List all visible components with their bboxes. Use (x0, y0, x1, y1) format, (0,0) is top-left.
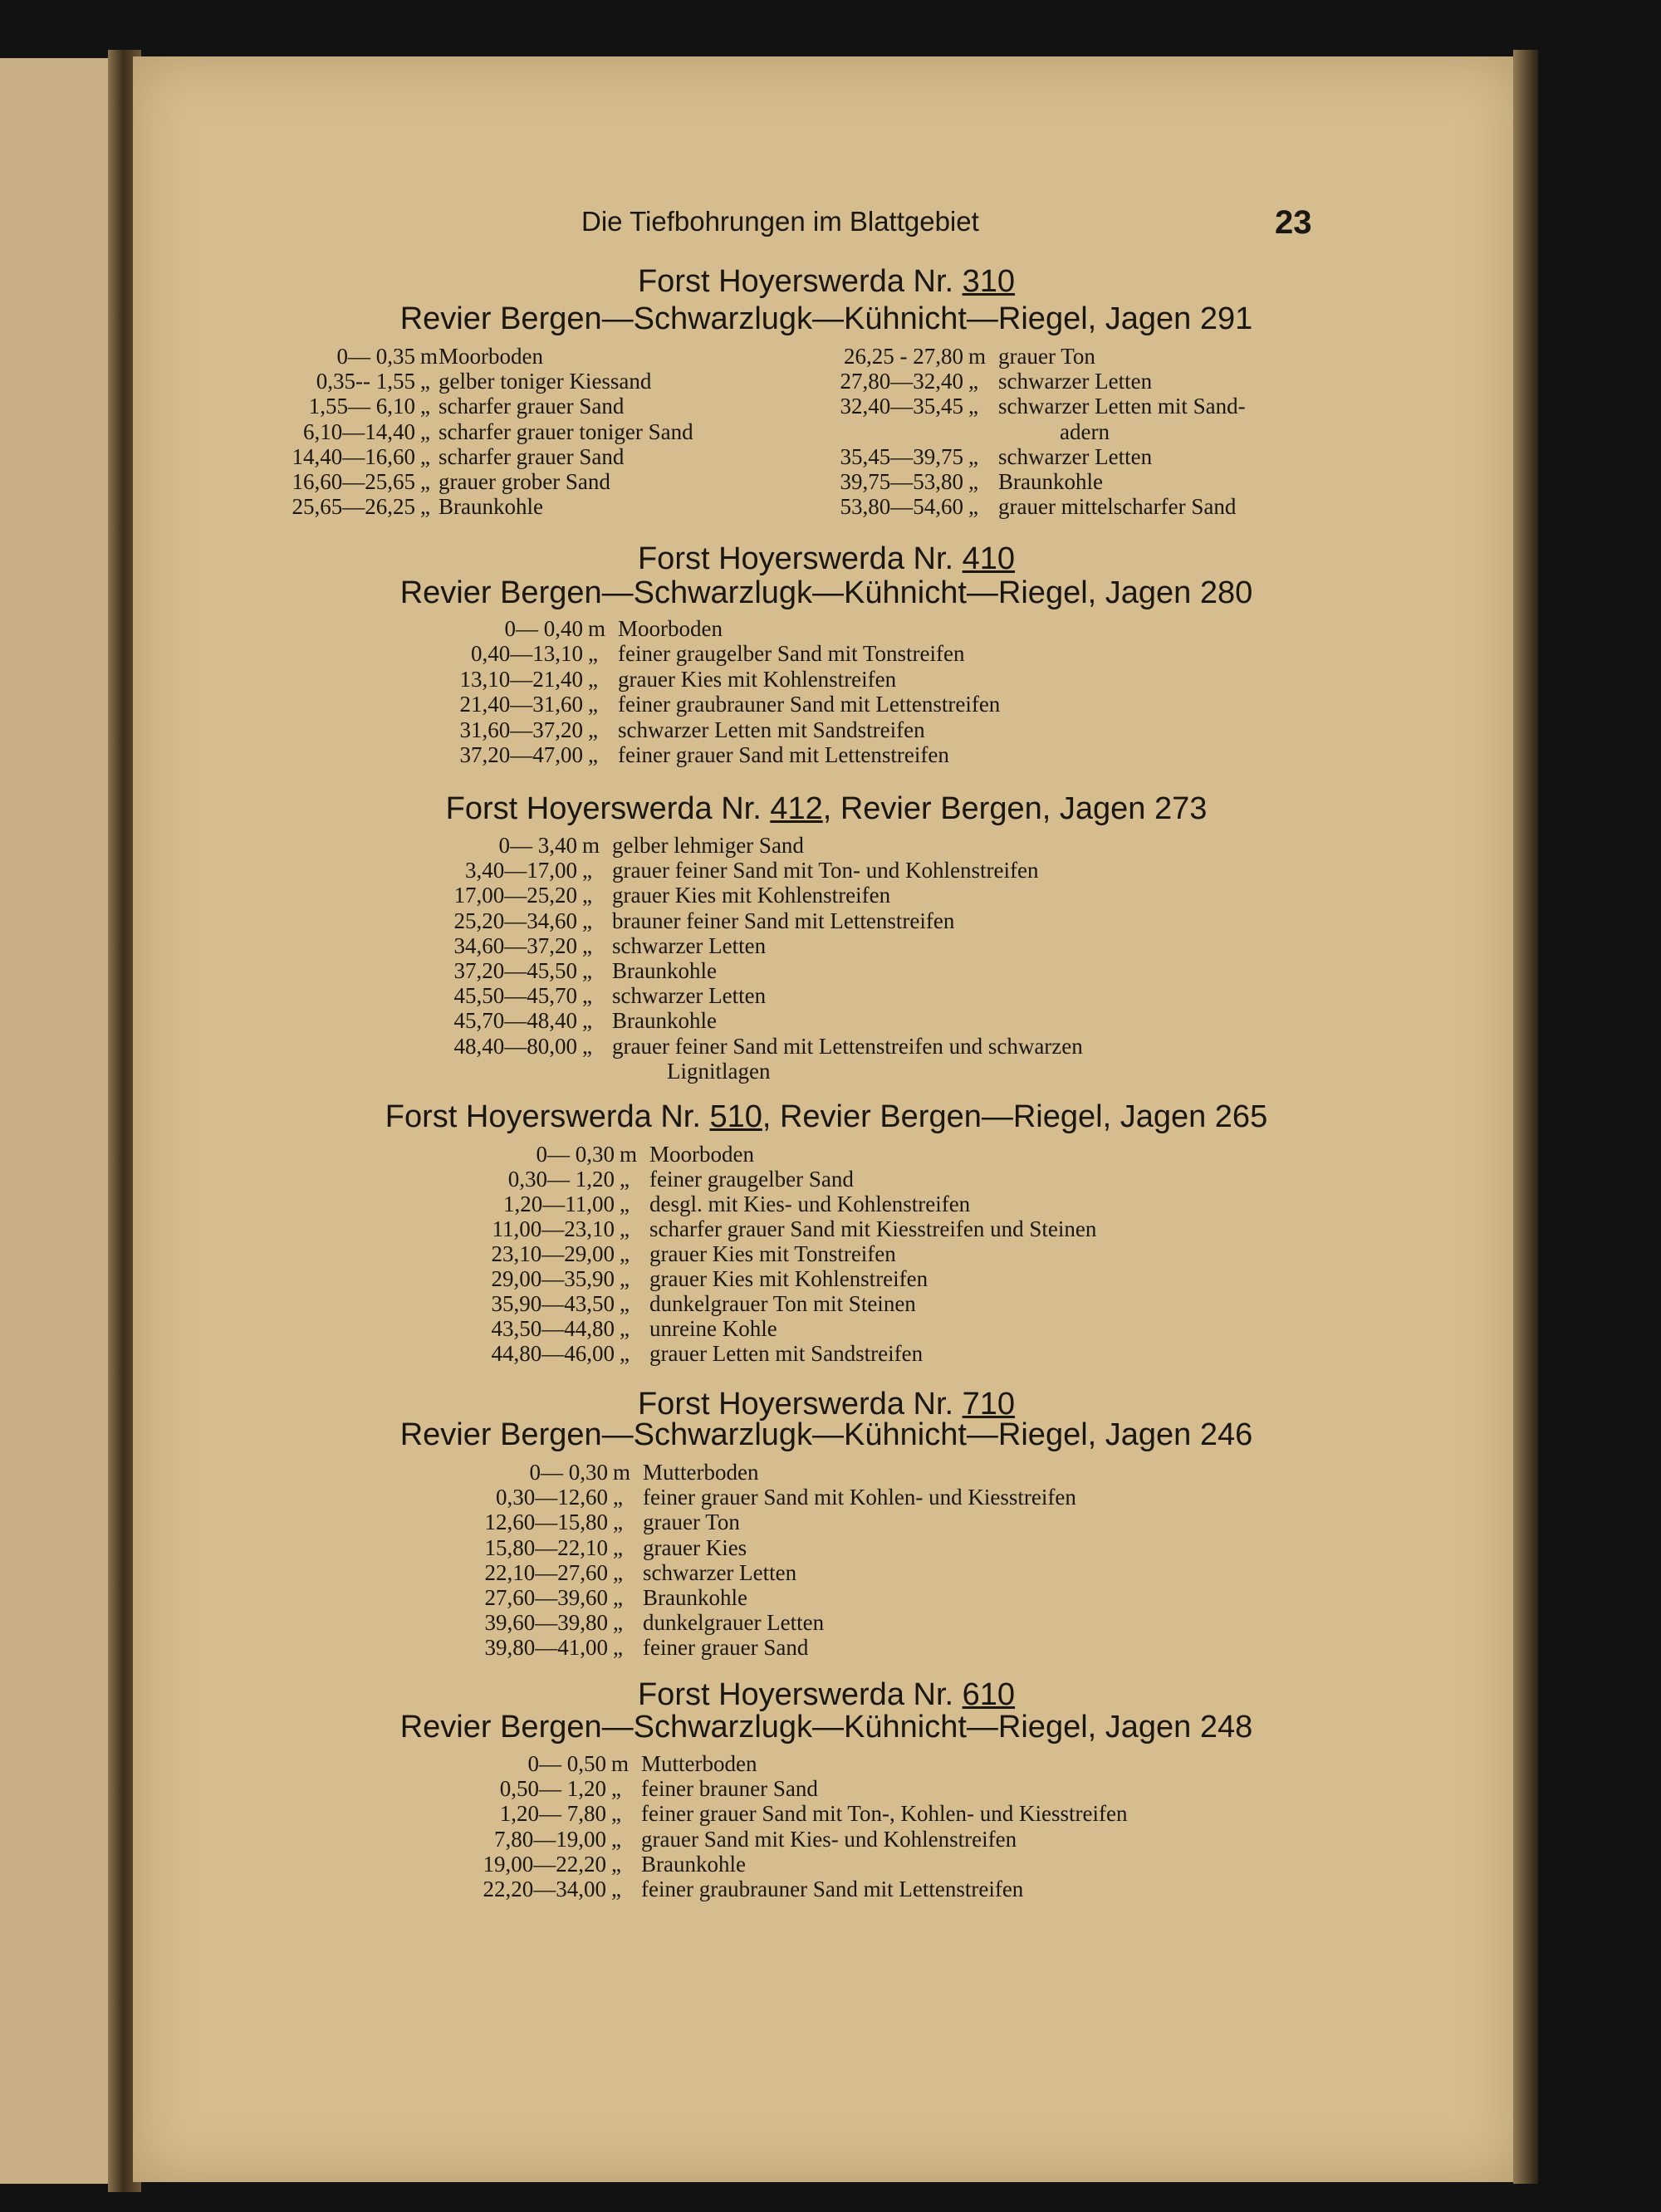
depth-range: 6,10—14,40 (303, 418, 415, 444)
layer-description: Moorboden (649, 1142, 754, 1167)
section-title: Forst Hoyerswerda Nr. 412, Revier Bergen, Jagen 273 (445, 791, 1208, 826)
table-row (316, 742, 1164, 767)
layer-description: Moorboden (439, 344, 543, 369)
section-subtitle: Revier Bergen—Schwarzlugk—Kühnicht—Riegel, Jagen 246 (399, 1417, 1253, 1452)
depth-range: 29,00—35,90 (491, 1266, 615, 1291)
layer-description: gelber lehmiger Sand (612, 833, 804, 858)
unit-mark: „ (588, 742, 598, 767)
layer-description: feiner graugelber Sand mit Tonstreifen (618, 641, 965, 667)
depth-range: 0— 0,40 (504, 616, 583, 641)
table-row (689, 494, 1545, 519)
unit-mark: „ (611, 1851, 621, 1877)
depth-range: 1,55— 6,10 (308, 394, 415, 419)
unit-mark: „ (611, 1801, 621, 1827)
layer-description: Braunkohle (439, 494, 543, 520)
layer-description: schwarzer Letten (998, 369, 1153, 394)
table-row (316, 717, 1164, 742)
layer-description: feiner graubrauner Sand mit Lettenstreifen (641, 1877, 1024, 1901)
depth-range: 3,40—17,00 (465, 858, 577, 883)
table-row (316, 1034, 1159, 1059)
layer-description: Braunkohle (641, 1851, 746, 1877)
table-row (316, 1167, 1196, 1192)
depth-range: 37,20—45,50 (453, 958, 577, 983)
unit-mark: „ (611, 1776, 621, 1802)
running-head: Die Tiefbohrungen im Blattgebiet (581, 206, 979, 237)
table-row (316, 1610, 1189, 1635)
layer-description: grauer Kies mit Kohlenstreifen (618, 666, 897, 692)
unit-mark: „ (620, 1216, 630, 1241)
depth-range: 22,20—34,00 (483, 1877, 606, 1901)
unit-mark: „ (582, 983, 592, 1009)
unit-mark: „ (613, 1485, 623, 1510)
layer-description: grauer feiner Sand mit Lettenstreifen und schwarzen (612, 1033, 1083, 1059)
depth-range: 0,40—13,10 (471, 641, 583, 667)
layer-description: grauer Kies (643, 1534, 747, 1560)
depth-range: 39,80—41,00 (484, 1635, 608, 1661)
layer-description: Moorboden (618, 616, 723, 641)
layer-description: feiner grauer Sand mit Ton-, Kohlen- und Kiesstreifen (641, 1801, 1128, 1827)
layer-description: grauer Kies mit Kohlenstreifen (649, 1266, 928, 1291)
layer-description: gelber toniger Kiessand (439, 369, 652, 394)
depth-range: 17,00—25,20 (453, 883, 577, 908)
depth-range: 35,45—39,75 (840, 443, 963, 469)
section-title: Forst Hoyerswerda Nr. 510, Revier Bergen—Riegel, Jagen 265 (385, 1099, 1268, 1134)
depth-range: 26,25 - 27,80 (844, 344, 963, 369)
unit-mark: „ (582, 1033, 592, 1059)
depth-range: 32,40—35,45 (840, 394, 963, 419)
table-row (689, 419, 1545, 444)
unit-mark: „ (420, 394, 430, 419)
layer-description: feiner graubrauner Sand mit Lettenstreifen (618, 692, 1001, 717)
depth-range: 16,60—25,65 (292, 469, 415, 494)
depth-range: 14,40—16,60 (292, 443, 415, 469)
depth-range: 43,50—44,80 (491, 1316, 615, 1341)
table-row (316, 1142, 1196, 1167)
table-row (316, 1192, 1196, 1216)
table-row (689, 344, 1545, 369)
table-row (316, 1635, 1189, 1660)
unit-mark: „ (582, 958, 592, 983)
layer-description: grauer Letten mit Sandstreifen (649, 1341, 924, 1366)
continuation-line: Lignitlagen (667, 1059, 771, 1084)
layer-description: unreine Kohle (649, 1316, 777, 1341)
unit-mark: „ (420, 443, 430, 469)
unit-mark: „ (582, 883, 592, 908)
depth-range: 39,60—39,80 (484, 1610, 608, 1636)
table-row (316, 667, 1164, 692)
table-row (316, 1535, 1189, 1560)
table-row (689, 369, 1545, 394)
unit-mark: „ (420, 469, 430, 494)
layer-description: dunkelgrauer Letten (643, 1610, 825, 1636)
depth-range: 0— 0,35 (336, 344, 415, 369)
depth-range: 48,40—80,00 (453, 1033, 577, 1059)
layer-description: grauer grober Sand (439, 469, 610, 494)
unit-mark: „ (613, 1534, 623, 1560)
depth-range: 0,30—12,60 (496, 1485, 608, 1510)
table-row (316, 1776, 1188, 1801)
section-subtitle: Revier Bergen—Schwarzlugk—Kühnicht—Riegel, Jagen 248 (399, 1710, 1253, 1745)
depth-range: 0— 0,30 (529, 1460, 608, 1485)
table-row (316, 616, 1164, 641)
table-row (316, 933, 1159, 958)
depth-range: 34,60—37,20 (453, 932, 577, 958)
table-row (316, 1510, 1189, 1534)
table-row (316, 641, 1164, 666)
table-row (316, 1801, 1188, 1826)
table-row (316, 692, 1164, 717)
layer-description: feiner grauer Sand mit Lettenstreifen (618, 742, 949, 767)
depth-range: 0,35-- 1,55 (316, 369, 415, 394)
section-subtitle: Revier Bergen—Schwarzlugk—Kühnicht—Riegel, Jagen 280 (399, 575, 1253, 610)
table-row (316, 858, 1159, 883)
layer-description: grauer mittelscharfer Sand (998, 494, 1237, 520)
unit-mark: „ (620, 1167, 630, 1192)
unit-mark: „ (588, 717, 598, 742)
table-row (316, 908, 1159, 933)
unit-mark: „ (620, 1341, 630, 1366)
layer-description: grauer Sand mit Kies- und Kohlenstreifen (641, 1826, 1017, 1852)
layer-description: grauer Kies mit Kohlenstreifen (612, 883, 891, 908)
depth-range: 7,80—19,00 (494, 1826, 606, 1852)
layer-description: Mutterboden (641, 1751, 757, 1776)
layer-description: schwarzer Letten mit Sand- (998, 394, 1246, 419)
depth-range: 1,20—11,00 (503, 1192, 615, 1216)
layer-description: schwarzer Letten (643, 1559, 797, 1585)
unit-mark: „ (968, 469, 978, 494)
depth-range: 13,10—21,40 (459, 666, 583, 692)
table-row (316, 1008, 1159, 1033)
unit-mark: m (420, 344, 439, 369)
depth-range: 0— 3,40 (498, 833, 577, 858)
layer-description: feiner brauner Sand (641, 1776, 818, 1802)
layer-description: grauer Ton (998, 344, 1095, 369)
layer-description: scharfer grauer Sand (439, 394, 625, 419)
layer-description: schwarzer Letten (612, 932, 767, 958)
layer-description: feiner grauer Sand mit Kohlen- und Kiesstreifen (643, 1485, 1076, 1510)
unit-mark: „ (582, 858, 592, 883)
table-row (316, 833, 1159, 858)
facing-page-edge (0, 58, 112, 2184)
layer-description: dunkelgrauer Ton mit Steinen (649, 1291, 916, 1316)
depth-range: 21,40—31,60 (459, 692, 583, 717)
layer-description: schwarzer Letten (998, 443, 1153, 469)
layer-description: Braunkohle (612, 1008, 717, 1034)
page-number: 23 (1275, 204, 1312, 241)
layer-description: adern (1060, 418, 1110, 444)
section-title: Forst Hoyerswerda Nr. 710 (637, 1387, 1016, 1422)
unit-mark: „ (611, 1826, 621, 1852)
depth-range: 0,30— 1,20 (507, 1167, 615, 1192)
table-row (316, 1877, 1188, 1901)
layer-description: scharfer grauer Sand mit Kiesstreifen und Steinen (649, 1216, 1097, 1241)
table-row (316, 883, 1159, 908)
depth-range: 45,50—45,70 (453, 983, 577, 1009)
unit-mark: „ (588, 666, 598, 692)
table-row (316, 1341, 1196, 1366)
unit-mark: „ (968, 369, 978, 394)
depth-range: 11,00—23,10 (492, 1216, 615, 1241)
table-row (316, 1485, 1189, 1510)
unit-mark: „ (613, 1510, 623, 1535)
unit-mark: m (968, 344, 987, 369)
depth-range: 45,70—48,40 (453, 1008, 577, 1034)
depth-range: 0— 0,50 (527, 1751, 606, 1776)
depth-range: 27,80—32,40 (840, 369, 963, 394)
unit-mark: m (620, 1142, 638, 1167)
unit-mark: „ (588, 641, 598, 667)
unit-mark: „ (968, 494, 978, 520)
unit-mark: „ (613, 1585, 623, 1610)
depth-range: 1,20— 7,80 (499, 1801, 606, 1827)
table-row (316, 1585, 1189, 1610)
depth-range: 37,20—47,00 (459, 742, 583, 767)
depth-range: 53,80—54,60 (840, 494, 963, 520)
layer-description: Braunkohle (612, 958, 717, 983)
table-row (316, 1291, 1196, 1316)
table-row (689, 394, 1545, 418)
unit-mark: „ (582, 932, 592, 958)
depth-range: 35,90—43,50 (491, 1291, 615, 1316)
layer-description: brauner feiner Sand mit Lettenstreifen (612, 908, 955, 933)
unit-mark: m (611, 1751, 630, 1776)
depth-range: 25,20—34,60 (453, 908, 577, 933)
layer-description: Mutterboden (643, 1460, 759, 1485)
depth-range: 23,10—29,00 (491, 1241, 615, 1266)
depth-range: 0— 0,30 (536, 1142, 615, 1167)
table-row (316, 1852, 1188, 1877)
unit-mark: „ (620, 1316, 630, 1341)
table-row (316, 1751, 1188, 1776)
unit-mark: „ (420, 369, 430, 394)
table-row (316, 958, 1159, 983)
unit-mark: m (588, 616, 606, 641)
unit-mark: „ (611, 1877, 621, 1901)
layer-description: desgl. mit Kies- und Kohlenstreifen (649, 1192, 971, 1216)
unit-mark: „ (582, 1008, 592, 1034)
layer-description: grauer Ton (643, 1510, 740, 1535)
unit-mark: m (613, 1460, 631, 1485)
depth-range: 27,60—39,60 (484, 1585, 608, 1610)
table-row (316, 1827, 1188, 1852)
unit-mark: „ (420, 418, 430, 444)
section-subtitle: Revier Bergen—Schwarzlugk—Kühnicht—Riegel, Jagen 291 (399, 301, 1253, 336)
layer-description: schwarzer Letten (612, 983, 767, 1009)
table-row (316, 1316, 1196, 1341)
layer-description: Braunkohle (998, 469, 1103, 494)
depth-range: 44,80—46,00 (491, 1341, 615, 1366)
layer-description: scharfer grauer Sand (439, 443, 625, 469)
layer-description: schwarzer Letten mit Sandstreifen (618, 717, 925, 742)
depth-range: 25,65—26,25 (292, 494, 415, 520)
table-row (689, 444, 1545, 469)
unit-mark: „ (620, 1266, 630, 1291)
table-row (316, 983, 1159, 1008)
depth-range: 31,60—37,20 (459, 717, 583, 742)
layer-description: grauer Kies mit Tonstreifen (649, 1241, 896, 1266)
layer-description: Braunkohle (643, 1585, 747, 1610)
table-row (316, 1241, 1196, 1266)
unit-mark: „ (613, 1635, 623, 1661)
table-row (316, 1266, 1196, 1291)
table-row (316, 1216, 1196, 1241)
section-title: Forst Hoyerswerda Nr. 310 (637, 264, 1016, 299)
layer-description: feiner graugelber Sand (649, 1167, 854, 1192)
unit-mark: „ (968, 394, 978, 419)
unit-mark: „ (620, 1192, 630, 1216)
unit-mark: „ (582, 908, 592, 933)
layer-description: feiner grauer Sand (643, 1635, 809, 1661)
unit-mark: m (582, 833, 600, 858)
depth-range: 15,80—22,10 (484, 1534, 608, 1560)
unit-mark: „ (613, 1610, 623, 1636)
table-row (316, 1460, 1189, 1485)
layer-description: scharfer grauer toniger Sand (439, 418, 693, 444)
depth-range: 22,10—27,60 (484, 1559, 608, 1585)
unit-mark: „ (620, 1241, 630, 1266)
table-row (689, 469, 1545, 494)
unit-mark: „ (420, 494, 430, 520)
depth-range: 12,60—15,80 (484, 1510, 608, 1535)
layer-description: grauer feiner Sand mit Ton- und Kohlenstreifen (612, 858, 1039, 883)
depth-range: 39,75—53,80 (840, 469, 963, 494)
section-title: Forst Hoyerswerda Nr. 610 (637, 1677, 1016, 1712)
unit-mark: „ (588, 692, 598, 717)
unit-mark: „ (968, 443, 978, 469)
unit-mark: „ (613, 1559, 623, 1585)
section-title: Forst Hoyerswerda Nr. 410 (637, 541, 1016, 576)
depth-range: 0,50— 1,20 (499, 1776, 606, 1802)
depth-range: 19,00—22,20 (483, 1851, 606, 1877)
unit-mark: „ (620, 1291, 630, 1316)
table-row (316, 1560, 1189, 1585)
